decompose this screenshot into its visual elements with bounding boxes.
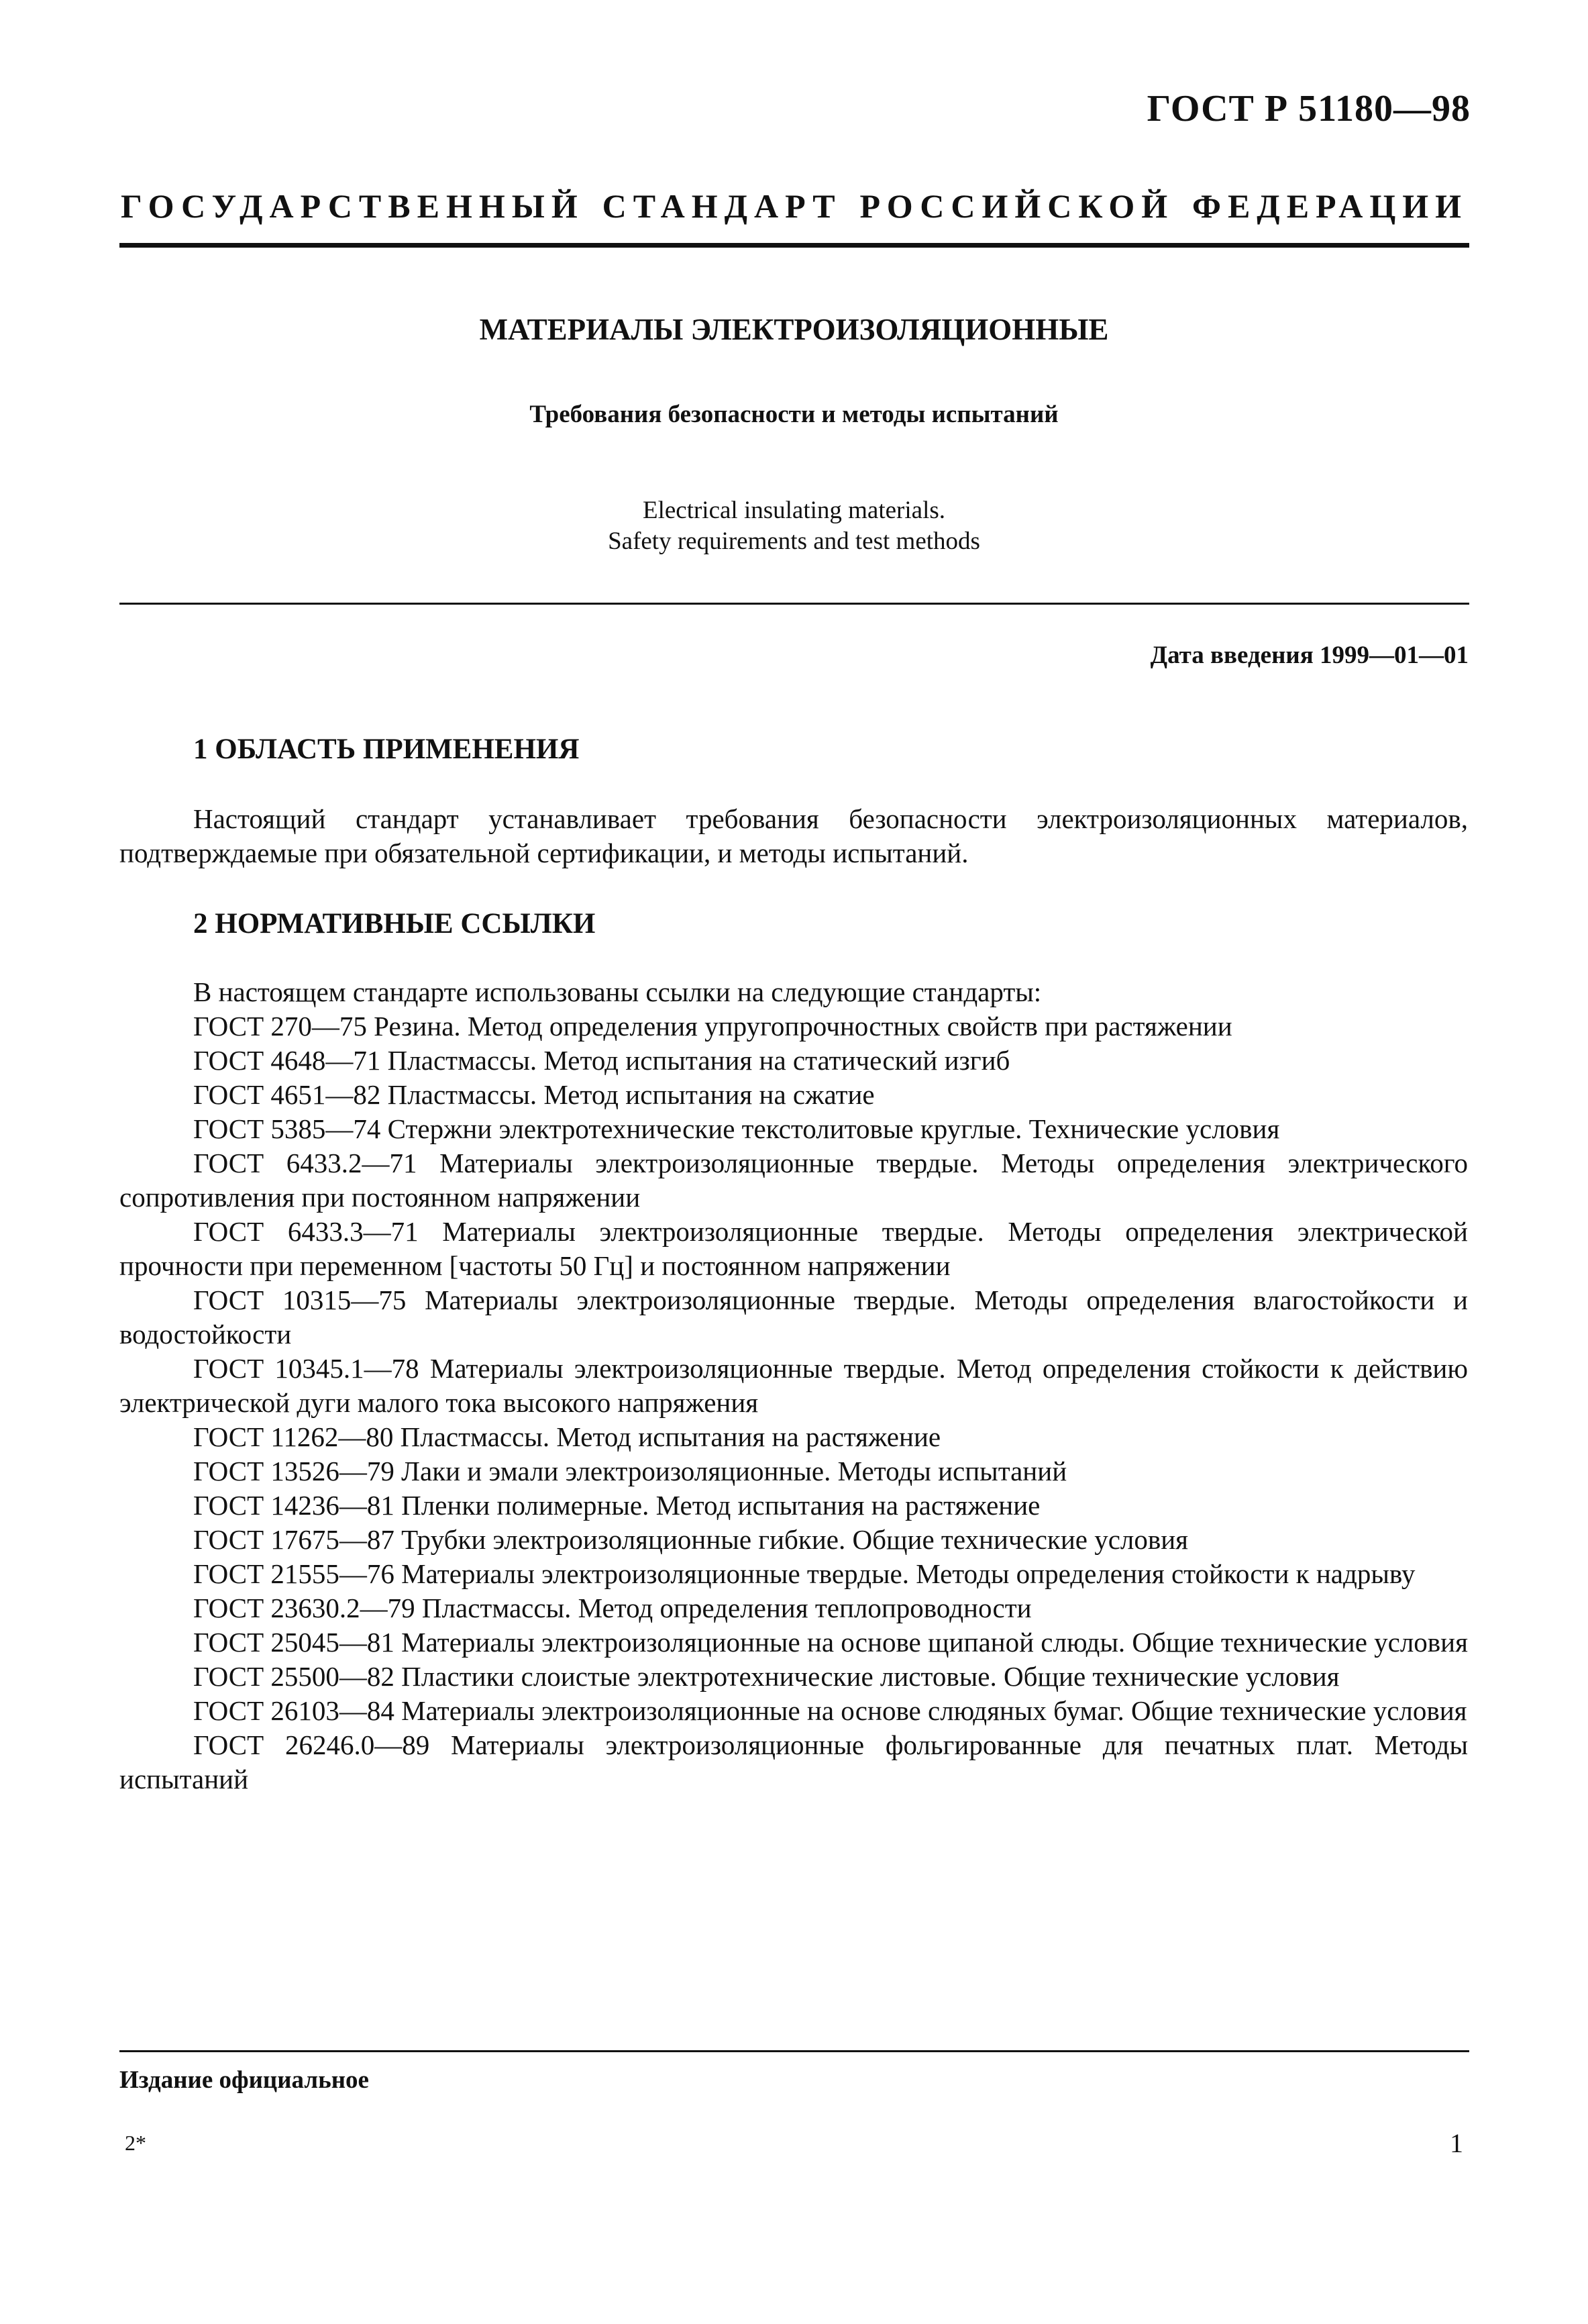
page-number: 1	[1450, 2128, 1463, 2158]
reference-item: ГОСТ 26246.0—89 Материалы электроизоляционные фольгированные для печатных плат. Методы испытаний	[119, 1729, 1468, 1795]
english-title-line2: Safety requirements and test methods	[608, 527, 980, 555]
state-title-word: СТАНДАРТ	[602, 187, 842, 225]
document-code: ГОСТ Р 51180—98	[1147, 88, 1471, 130]
reference-item: ГОСТ 10345.1—78 Материалы электроизоляционные твердые. Метод определения стойкости к действию электрической дуги малого тока высокого напряжения	[119, 1353, 1468, 1418]
state-title-word: ГОСУДАРСТВЕННЫЙ	[121, 187, 584, 225]
reference-item: ГОСТ 270—75 Резина. Метод определения упругопрочностных свойств при растяжении	[193, 1011, 1232, 1042]
references-list	[119, 975, 1468, 1797]
reference-item: ГОСТ 6433.3—71 Материалы электроизоляционные твердые. Методы определения электрической прочности при переменном [частоты 50 Гц] и постоянном напряжении	[119, 1216, 1468, 1281]
reference-item: ГОСТ 5385—74 Стержни электротехнические текстолитовые круглые. Технические условия	[193, 1113, 1280, 1144]
section-1-heading: 1 ОБЛАСТЬ ПРИМЕНЕНИЯ	[193, 734, 580, 765]
introduction-date: Дата введения 1999—01—01	[1150, 642, 1469, 669]
english-title-line1: Electrical insulating materials.	[642, 497, 946, 524]
reference-item: ГОСТ 4651—82 Пластмассы. Метод испытания на сжатие	[193, 1079, 875, 1110]
state-standard-title	[121, 187, 1468, 225]
official-edition-label: Издание официальное	[119, 2066, 369, 2094]
reference-item: ГОСТ 21555—76 Материалы электроизоляционные твердые. Методы определения стойкости к надрыву	[193, 1558, 1416, 1589]
state-title-word: РОССИЙСКОЙ	[859, 187, 1175, 225]
section-2-heading: 2 НОРМАТИВНЫЕ ССЫЛКИ	[193, 908, 596, 940]
reference-item: ГОСТ 4648—71 Пластмассы. Метод испытания на статический изгиб	[193, 1045, 1010, 1076]
reference-item: ГОСТ 23630.2—79 Пластмассы. Метод определения теплопроводности	[193, 1593, 1032, 1623]
reference-item: ГОСТ 25045—81 Материалы электроизоляционные на основе щипаной слюды. Общие технические условия	[193, 1627, 1468, 1658]
title-divider	[119, 603, 1469, 605]
paragraph: Настоящий стандарт устанавливает требования безопасности электроизоляционных материалов, подтверждаемые при обязательной сертификации, и методы испытаний.	[119, 803, 1468, 868]
state-title-word: ФЕДЕРАЦИИ	[1192, 187, 1468, 225]
references-intro: В настоящем стандарте использованы ссылки на следующие стандарты:	[193, 976, 1042, 1007]
reference-item: ГОСТ 14236—81 Пленки полимерные. Метод испытания на растяжение	[193, 1490, 1041, 1521]
footnote-mark: 2*	[125, 2131, 146, 2155]
document-title: МАТЕРИАЛЫ ЭЛЕКТРОИЗОЛЯЦИОННЫЕ	[479, 313, 1109, 346]
reference-item: ГОСТ 25500—82 Пластики слоистые электротехнические листовые. Общие технические условия	[193, 1661, 1340, 1692]
header-divider	[119, 243, 1469, 248]
reference-item: ГОСТ 11262—80 Пластмассы. Метод испытания на растяжение	[193, 1421, 941, 1452]
footer-divider	[119, 2050, 1469, 2052]
reference-item: ГОСТ 17675—87 Трубки электроизоляционные гибкие. Общие технические условия	[193, 1524, 1189, 1555]
reference-item: ГОСТ 6433.2—71 Материалы электроизоляционные твердые. Методы определения электрического сопротивления при постоянном напряжении	[119, 1148, 1468, 1213]
reference-item: ГОСТ 26103—84 Материалы электроизоляционные на основе слюдяных бумаг. Общие технические условия	[193, 1695, 1467, 1726]
section-1-text	[119, 802, 1468, 870]
document-subtitle: Требования безопасности и методы испытаний	[529, 401, 1059, 428]
reference-item: ГОСТ 13526—79 Лаки и эмали электроизоляционные. Методы испытаний	[193, 1456, 1067, 1486]
reference-item: ГОСТ 10315—75 Материалы электроизоляционные твердые. Методы определения влагостойкости и водостойкости	[119, 1284, 1468, 1350]
